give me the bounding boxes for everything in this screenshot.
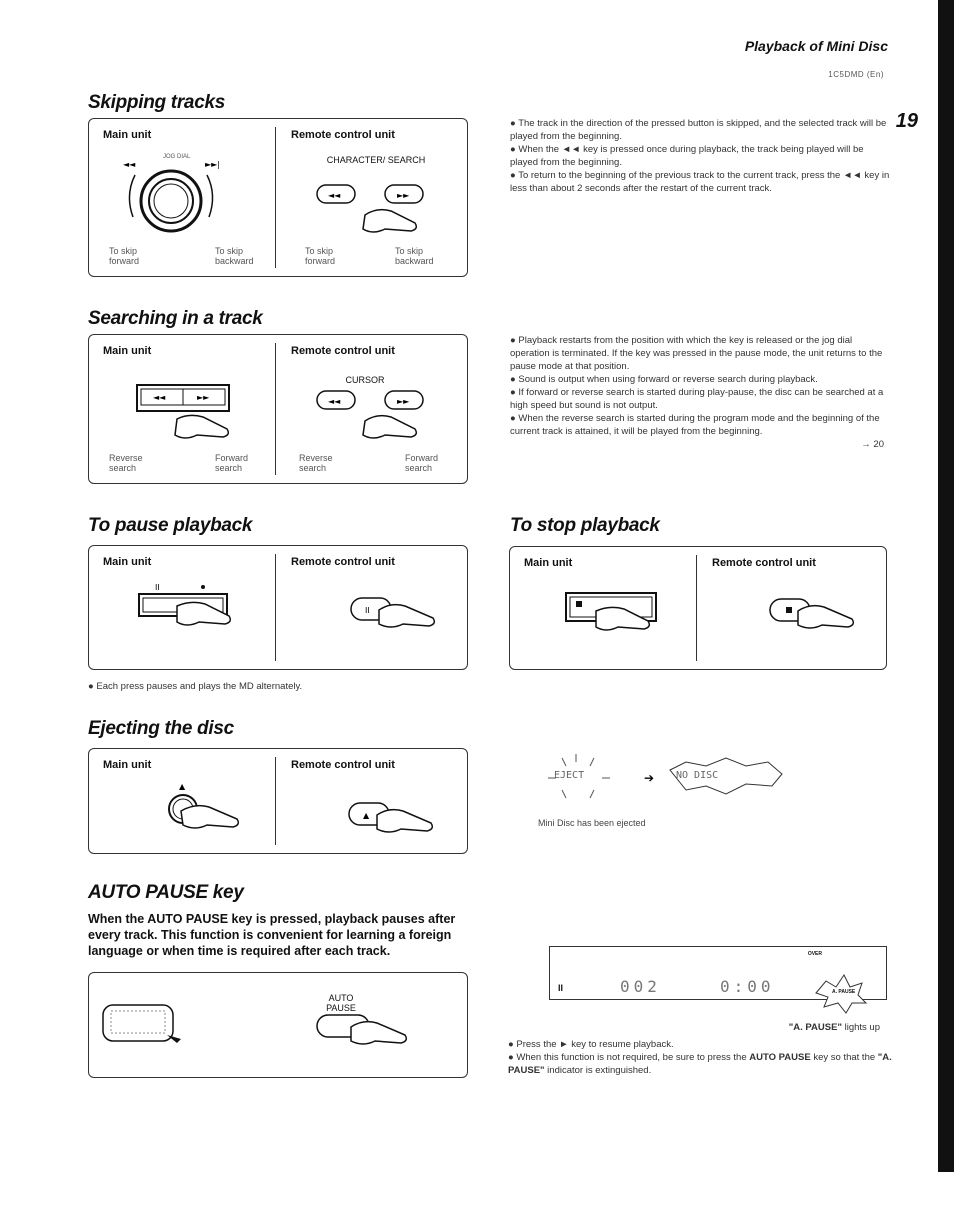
remote-unit-label: Remote control unit <box>291 759 395 771</box>
unit-display-panel <box>549 946 887 1000</box>
main-stop-key-icon <box>566 593 676 663</box>
pause-figure-box <box>88 545 468 670</box>
continued-marker: → 20 <box>861 439 884 450</box>
auto-pause-key-label: AUTO PAUSE <box>326 993 356 1013</box>
main-unit-label: Main unit <box>103 345 152 357</box>
remote-skip-left-caption: To skip forward <box>305 246 336 266</box>
remote-eject-key-icon <box>347 799 467 859</box>
svg-text:➔: ➔ <box>644 771 655 785</box>
searching-note-4: ● When the reverse search is started during the program mode and the beginning of the current track is attained, it will be played from the beginning. <box>510 413 880 437</box>
svg-text:◄◄: ◄◄ <box>123 160 136 169</box>
skipping-note-2: ● When the ◄◄ key is pressed once during playback, the track being played will be played from the beginning. <box>510 144 864 168</box>
character-search-label: CHARACTER/ SEARCH <box>326 155 426 165</box>
page-number: 19 <box>895 110 918 132</box>
figure-divider <box>275 757 276 845</box>
svg-text:▲: ▲ <box>179 782 186 791</box>
figure-divider <box>275 343 276 475</box>
eject-display-text: EJECT <box>554 770 585 781</box>
auto-pause-notes <box>508 1038 894 1077</box>
auto-pause-note-2: ● When this function is not required, be sure to press the AUTO PAUSE key so that the "A. PAUSE" indicator is extinguished. <box>508 1052 892 1076</box>
skipping-note-1: ● The track in the direction of the pressed button is skipped, and the selected track will be played from the beginning. <box>510 118 887 142</box>
svg-text:►►: ►► <box>197 393 210 402</box>
main-search-right-caption: Forward search <box>215 453 249 473</box>
remote-unit-label: Remote control unit <box>712 557 816 569</box>
no-disc-display-text: NO DISC <box>676 770 719 781</box>
main-skip-right-caption: To skip backward <box>215 246 254 266</box>
remote-search-right-caption: Forward search <box>405 453 439 473</box>
searching-note-1: ● Playback restarts from the position with which the key is released or the jog dial operation is terminated. If the key was pressed in the pause mode, the unit returns to the pause mode at that position. <box>510 335 883 372</box>
svg-text:▲: ▲ <box>363 811 370 820</box>
a-pause-indicator: A. PAUSE <box>832 989 856 995</box>
eject-figure-box <box>88 748 468 854</box>
svg-text:II: II <box>155 583 160 592</box>
remote-unit-label: Remote control unit <box>291 345 395 357</box>
auto-pause-note-1: ● Press the ► key to resume playback. <box>508 1039 674 1050</box>
pause-note-text: Each press pauses and plays the MD alternately. <box>96 681 303 692</box>
svg-text:►►|: ►►| <box>205 160 220 169</box>
remote-skip-keys-icon <box>315 185 445 255</box>
lights-up-text: lights up <box>844 1022 880 1033</box>
jog-dial-label: JOG DIAL <box>163 154 191 160</box>
svg-text:◄◄: ◄◄ <box>328 397 341 406</box>
remote-unit-label: Remote control unit <box>291 129 395 141</box>
main-unit-label: Main unit <box>103 129 152 141</box>
searching-note-2: ● Sound is output when using forward or reverse search during playback. <box>510 374 818 385</box>
svg-text:►►: ►► <box>397 397 410 406</box>
eject-title: Ejecting the disc <box>88 718 234 739</box>
svg-text:II: II <box>365 606 370 615</box>
auto-pause-description: When the AUTO PAUSE key is pressed, playback pauses after every track. This function is convenient for learning a foreign language or when time is required after each track. <box>88 912 456 958</box>
page-edge-bar <box>938 0 954 1172</box>
main-skip-left-caption: To skip forward <box>109 246 140 266</box>
a-pause-lights-caption <box>789 1022 880 1033</box>
cursor-label: CURSOR <box>345 375 385 385</box>
skipping-figure-box <box>88 118 468 277</box>
skipping-notes <box>510 117 890 195</box>
svg-text:►►: ►► <box>397 191 410 200</box>
document-code: 1C5DMD (En) <box>828 70 884 79</box>
remote-stop-key-icon <box>768 595 888 655</box>
auto-pause-figure-box <box>88 972 468 1078</box>
over-indicator: OVER <box>807 951 822 957</box>
jog-dial-icon <box>119 155 239 255</box>
eject-caption: Mini Disc has been ejected <box>538 818 646 828</box>
skipping-note-3: ● To return to the beginning of the previous track to the current track, press the ◄◄ key in less than about 2 seconds after the restart of the current track. <box>510 170 890 194</box>
main-search-keys-icon <box>137 385 237 455</box>
svg-text:◄◄: ◄◄ <box>328 191 341 200</box>
skipping-tracks-title: Skipping tracks <box>88 92 225 113</box>
remote-skip-right-caption: To skip backward <box>395 246 434 266</box>
remote-pause-key-icon <box>349 594 469 654</box>
auto-pause-title: AUTO PAUSE key <box>88 882 244 903</box>
main-unit-label: Main unit <box>103 759 152 771</box>
remote-unit-label: Remote control unit <box>291 556 395 568</box>
pause-note: ● Each press pauses and plays the MD alternately. <box>88 681 303 692</box>
main-unit-label: Main unit <box>103 556 152 568</box>
pause-indicator-icon: II <box>558 983 564 993</box>
figure-divider <box>275 127 276 268</box>
figure-divider <box>275 554 276 661</box>
stop-figure-box <box>509 546 887 670</box>
svg-text:◄◄: ◄◄ <box>153 393 166 402</box>
remote-unit-outline-icon <box>101 1003 191 1053</box>
time-display: 0:00 <box>720 977 775 996</box>
page-header-title: Playback of Mini Disc <box>744 38 888 54</box>
track-number-display: 002 <box>620 977 661 996</box>
main-unit-label: Main unit <box>524 557 573 569</box>
figure-divider <box>696 555 697 661</box>
auto-pause-key-icon <box>315 1011 435 1071</box>
searching-note-3: ● If forward or reverse search is started during play-pause, the disc can be searched at a high speed but sound is not output. <box>510 387 884 411</box>
a-pause-quote: "A. PAUSE" <box>788 1022 842 1033</box>
searching-notes <box>510 334 890 451</box>
stop-title: To stop playback <box>510 515 660 536</box>
remote-search-keys-icon <box>315 391 445 461</box>
main-eject-key-icon <box>165 781 275 851</box>
pause-title: To pause playback <box>88 515 253 536</box>
main-pause-key-icon <box>139 582 249 652</box>
main-search-left-caption: Reverse search <box>109 453 143 473</box>
searching-title: Searching in a track <box>88 308 263 329</box>
searching-figure-box <box>88 334 468 484</box>
remote-search-left-caption: Reverse search <box>299 453 333 473</box>
